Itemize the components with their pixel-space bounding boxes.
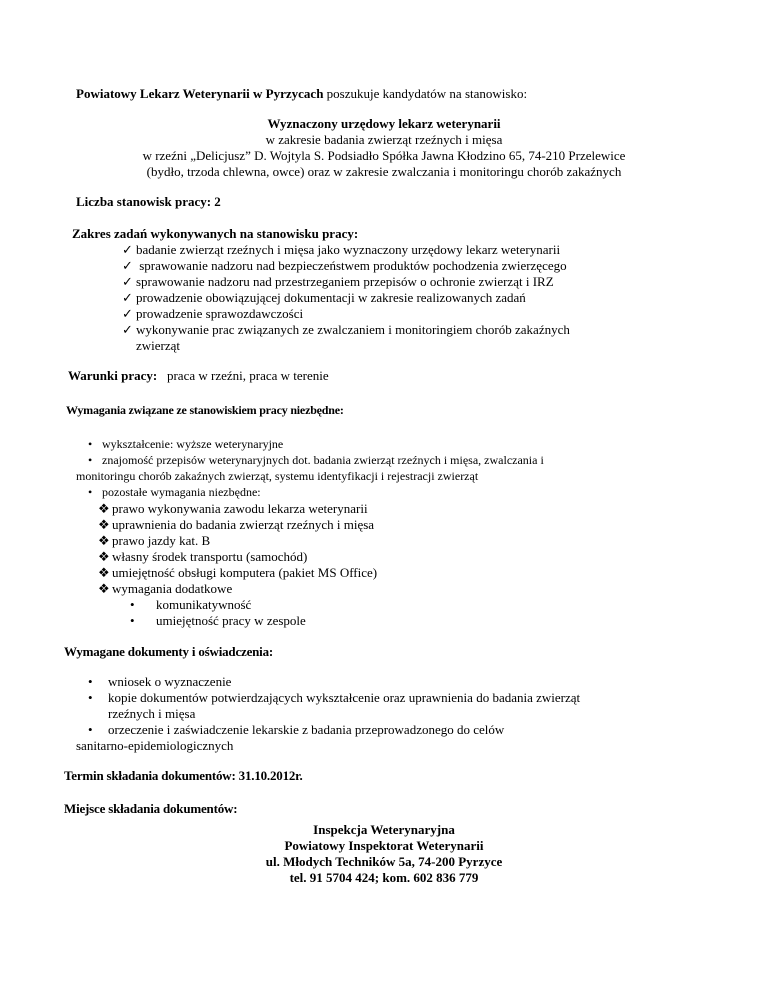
intro-rest: poszukuje kandydatów na stanowisko: (323, 86, 528, 101)
place-line: Powiatowy Inspektorat Weterynarii (284, 838, 484, 853)
diamond-icon: ❖ (98, 565, 110, 580)
duty-item: ✓ sprawowanie nadzoru nad przestrzeganiem przepisów o ochronie zwierząt i IRZ (122, 274, 554, 289)
duties-heading: Zakres zadań wykonywanych na stanowisku pracy: (72, 226, 359, 241)
employer-name: Powiatowy Lekarz Weterynarii w Pyrzycach (76, 86, 324, 101)
place-heading: Miejsce składania dokumentów: (64, 801, 238, 816)
requirement-sub-item: ❖ prawo jazdy kat. B (98, 533, 211, 548)
conditions-line (68, 368, 329, 384)
position-line-1: w zakresie badania zwierząt rzeźnych i mięsa (265, 132, 503, 147)
conditions-label: Warunki pracy: (68, 368, 158, 383)
conditions-value: praca w rzeźni, praca w terenie (166, 368, 329, 383)
bullet-icon: • (88, 722, 93, 737)
documents-heading: Wymagane dokumenty i oświadczenia: (64, 644, 274, 659)
positions-count: Liczba stanowisk pracy: 2 (76, 194, 221, 209)
check-icon: ✓ (122, 258, 133, 273)
requirement-sub-item: ❖ wymagania dodatkowe (98, 581, 233, 596)
check-icon: ✓ (122, 274, 133, 289)
bullet-icon: • (130, 613, 135, 628)
document-item: • orzeczenie i zaświadczenie lekarskie z badania przeprowadzonego do celów (88, 722, 505, 737)
requirement-item-continuation: monitoringu chorób zakaźnych zwierząt, systemu identyfikacji i rejestracji zwierząt (76, 469, 479, 483)
document-item: • wniosek o wyznaczenie (88, 674, 232, 689)
bullet-icon: • (88, 674, 93, 689)
diamond-icon: ❖ (98, 549, 110, 564)
deadline: Termin składania dokumentów: 31.10.2012r. (64, 768, 303, 783)
additional-item: • komunikatywność (130, 597, 252, 612)
document-item-continuation: sanitarno-epidemiologicznych (76, 738, 234, 753)
bullet-icon: • (130, 597, 135, 612)
requirement-sub-item: ❖ uprawnienia do badania zwierząt rzeźnych i mięsa (98, 517, 375, 532)
requirement-item: • wykształcenie: wyższe weterynaryjne (88, 437, 284, 451)
bullet-icon: • (88, 485, 93, 499)
bullet-icon: • (88, 453, 93, 467)
requirement-sub-item: ❖ własny środek transportu (samochód) (98, 549, 308, 564)
bullet-icon: • (88, 437, 93, 451)
requirement-sub-item: ❖ prawo wykonywania zawodu lekarza weterynarii (98, 501, 368, 516)
duty-item-continuation: zwierząt (136, 338, 181, 353)
position-line-2: w rzeźni „Delicjusz” D. Wojtyla S. Podsiadło Spółka Jawna Kłodzino 65, 74-210 Przelewice (142, 148, 626, 163)
diamond-icon: ❖ (98, 533, 110, 548)
document-item: • kopie dokumentów potwierdzających wykształcenie oraz uprawnienia do badania zwierząt (88, 690, 581, 705)
duty-item: ✓ prowadzenie sprawozdawczości (122, 306, 304, 321)
check-icon: ✓ (122, 290, 133, 305)
check-icon: ✓ (122, 322, 133, 337)
place-line: tel. 91 5704 424; kom. 602 836 779 (289, 870, 479, 885)
requirement-sub-item: ❖ umiejętność obsługi komputera (pakiet MS Office) (98, 565, 378, 580)
requirement-item: • znajomość przepisów weterynaryjnych dot. badania zwierząt rzeźnych i mięsa, zwalczania i (88, 453, 544, 467)
duty-item: ✓ sprawowanie nadzoru nad bezpieczeństwem produktów pochodzenia zwierzęcego (122, 258, 567, 273)
intro-line (76, 86, 527, 102)
duty-item: ✓ prowadzenie obowiązującej dokumentacji w zakresie realizowanych zadań (122, 290, 526, 305)
diamond-icon: ❖ (98, 581, 110, 596)
bullet-icon: • (88, 690, 93, 705)
position-title: Wyznaczony urzędowy lekarz weterynarii (267, 116, 501, 131)
diamond-icon: ❖ (98, 517, 110, 532)
additional-item: • umiejętność pracy w zespole (130, 613, 306, 628)
check-icon: ✓ (122, 306, 133, 321)
document-item-continuation: rzeźnych i mięsa (108, 706, 196, 721)
requirement-item: • pozostałe wymagania niezbędne: (88, 485, 261, 499)
position-line-3: (bydło, trzoda chlewna, owce) oraz w zakresie zwalczania i monitoringu chorób zakaźnych (146, 164, 622, 179)
duty-item: ✓ badanie zwierząt rzeźnych i mięsa jako wyznaczony urzędowy lekarz weterynarii (122, 242, 561, 257)
check-icon: ✓ (122, 242, 133, 257)
duty-item: ✓ wykonywanie prac związanych ze zwalczaniem i monitoringiem chorób zakaźnych (122, 322, 570, 337)
requirements-heading: Wymagania związane ze stanowiskiem pracy niezbędne: (66, 403, 344, 417)
place-line: ul. Młodych Techników 5a, 74-200 Pyrzyce (265, 854, 503, 869)
diamond-icon: ❖ (98, 501, 110, 516)
place-line: Inspekcja Weterynaryjna (313, 822, 455, 837)
